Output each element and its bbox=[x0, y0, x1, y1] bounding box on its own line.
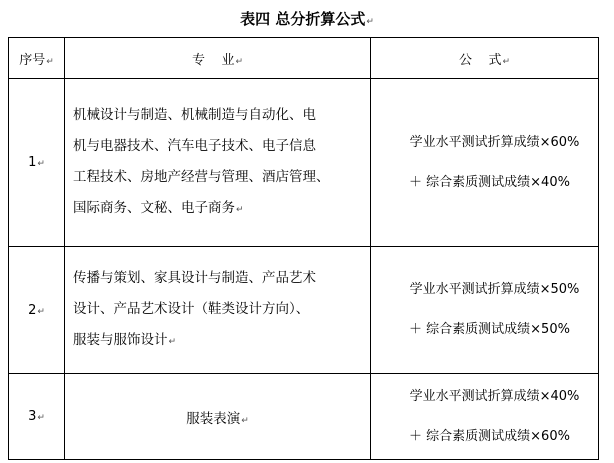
paragraph-mark-icon: ↵ bbox=[235, 56, 244, 67]
major-line: 机械设计与制造、机械制造与自动化、电 bbox=[73, 106, 316, 123]
paragraph-mark-icon: ↵ bbox=[168, 336, 177, 347]
major-line: 工程技术、房地产经营与管理、酒店管理、 bbox=[73, 168, 330, 185]
major-line-last bbox=[73, 325, 364, 358]
table-header-row bbox=[9, 38, 599, 79]
table-row bbox=[9, 247, 599, 374]
row-3-index bbox=[9, 374, 65, 460]
major-line-text: 服装表演 bbox=[186, 410, 241, 427]
row-2-formula bbox=[371, 247, 599, 374]
row-1-index bbox=[9, 79, 65, 247]
formula-line-2: ＋ 综合素质测试成绩×50% bbox=[409, 322, 570, 337]
major-line-text: 服装与服饰设计 bbox=[73, 331, 168, 348]
row-3-formula bbox=[371, 374, 599, 460]
row-index-text: 2 bbox=[28, 302, 37, 318]
paragraph-mark-icon: ↵ bbox=[241, 415, 249, 426]
formula-line-1: 学业水平测试折算成绩×50% bbox=[409, 282, 580, 297]
paragraph-mark-icon: ↵ bbox=[366, 17, 374, 27]
row-2-index bbox=[9, 247, 65, 374]
header-index bbox=[9, 38, 65, 79]
formula-line-1: 学业水平测试折算成绩×60% bbox=[409, 134, 580, 150]
paragraph-mark-icon: ↵ bbox=[37, 306, 45, 317]
major-line: 传播与策划、家具设计与制造、产品艺术 bbox=[73, 269, 316, 286]
table-title-text: 表四 总分折算公式 bbox=[240, 10, 366, 28]
header-index-text: 序号 bbox=[19, 52, 46, 68]
table-row bbox=[9, 79, 599, 247]
paragraph-mark-icon: ↵ bbox=[37, 413, 45, 423]
header-major-text: 专 业 bbox=[191, 52, 235, 68]
formula-line-2: ＋ 综合素质测试成绩×40% bbox=[409, 174, 570, 190]
paragraph-mark-icon: ↵ bbox=[502, 56, 511, 67]
major-line: 设计、产品艺术设计（鞋类设计方向）、 bbox=[73, 300, 310, 317]
row-1-majors bbox=[65, 79, 371, 247]
paragraph-mark-icon: ↵ bbox=[236, 204, 244, 215]
row-index-text: 1 bbox=[28, 155, 37, 170]
paragraph-mark-icon: ↵ bbox=[46, 56, 54, 67]
paragraph-mark-icon: ↵ bbox=[37, 159, 45, 169]
table-title bbox=[0, 8, 614, 30]
row-index-text: 3 bbox=[28, 409, 37, 424]
row-1-formula bbox=[371, 79, 599, 247]
header-major bbox=[65, 38, 371, 79]
formula-line-1: 学业水平测试折算成绩×40% bbox=[409, 388, 580, 404]
header-formula bbox=[371, 38, 599, 79]
header-formula-text: 公 式 bbox=[458, 52, 502, 68]
conversion-formula-table bbox=[8, 37, 599, 460]
major-line-text: 国际商务、文秘、电子商务 bbox=[73, 199, 235, 216]
row-3-majors bbox=[65, 374, 371, 460]
major-line-last bbox=[73, 193, 364, 226]
major-line: 机与电器技术、汽车电子技术、电子信息 bbox=[73, 137, 316, 154]
table-row bbox=[9, 374, 599, 460]
formula-line-2: ＋ 综合素质测试成绩×60% bbox=[409, 428, 570, 444]
row-2-majors bbox=[65, 247, 371, 374]
